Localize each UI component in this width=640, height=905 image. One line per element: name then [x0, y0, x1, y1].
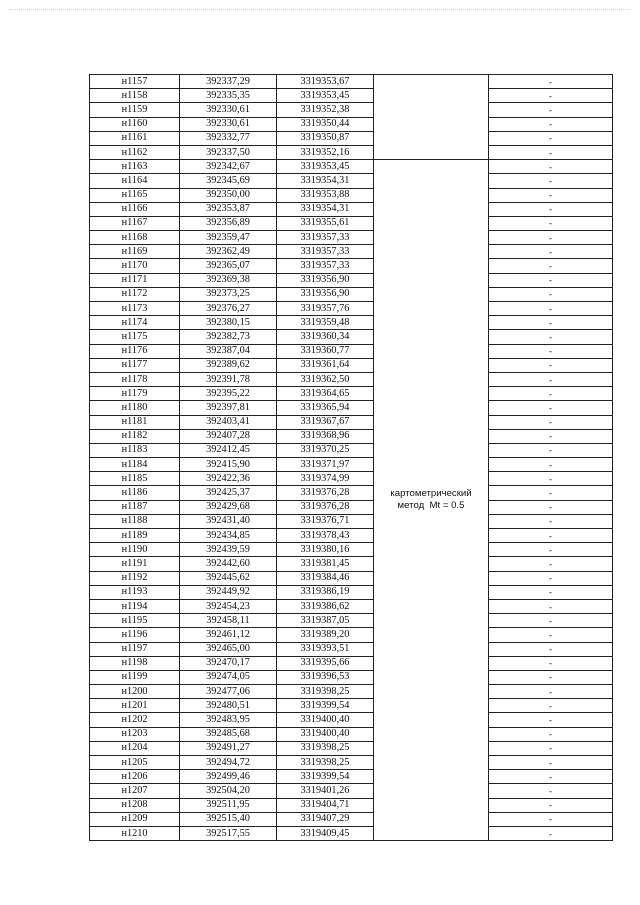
x-coordinate-cell: 392369,38	[180, 273, 277, 287]
table-row	[90, 216, 613, 230]
table-row	[90, 571, 613, 585]
table-row	[90, 188, 613, 202]
point-id-cell: н1171	[90, 273, 180, 287]
point-id-cell: н1209	[90, 812, 180, 826]
y-coordinate-cell: 3319398,25	[277, 756, 374, 770]
point-id-cell: н1181	[90, 415, 180, 429]
table-row	[90, 500, 613, 514]
accuracy-dash-cell: -	[489, 358, 613, 372]
y-coordinate-cell: 3319376,28	[277, 486, 374, 500]
accuracy-dash-cell: -	[489, 543, 613, 557]
table-row	[90, 358, 613, 372]
x-coordinate-cell: 392422,36	[180, 472, 277, 486]
accuracy-dash-cell: -	[489, 699, 613, 713]
method-cell	[374, 160, 489, 841]
accuracy-dash-cell: -	[489, 429, 613, 443]
accuracy-dash-cell: -	[489, 259, 613, 273]
y-coordinate-cell: 3319409,45	[277, 826, 374, 840]
accuracy-dash-cell: -	[489, 245, 613, 259]
y-coordinate-cell: 3319396,53	[277, 670, 374, 684]
table-row	[90, 614, 613, 628]
x-coordinate-cell: 392330,61	[180, 117, 277, 131]
point-id-cell: н1169	[90, 245, 180, 259]
y-coordinate-cell: 3319398,25	[277, 685, 374, 699]
y-coordinate-cell: 3319355,61	[277, 216, 374, 230]
point-id-cell: н1183	[90, 443, 180, 457]
accuracy-dash-cell: -	[489, 89, 613, 103]
accuracy-dash-cell: -	[489, 387, 613, 401]
table-row	[90, 543, 613, 557]
accuracy-dash-cell: -	[489, 401, 613, 415]
accuracy-dash-cell: -	[489, 486, 613, 500]
y-coordinate-cell: 3319399,54	[277, 699, 374, 713]
x-coordinate-cell: 392425,37	[180, 486, 277, 500]
x-coordinate-cell: 392389,62	[180, 358, 277, 372]
accuracy-dash-cell: -	[489, 770, 613, 784]
accuracy-dash-cell: -	[489, 287, 613, 301]
x-coordinate-cell: 392373,25	[180, 287, 277, 301]
table-row	[90, 458, 613, 472]
accuracy-dash-cell: -	[489, 670, 613, 684]
y-coordinate-cell: 3319360,77	[277, 344, 374, 358]
point-id-cell: н1202	[90, 713, 180, 727]
point-id-cell: н1197	[90, 642, 180, 656]
table-row	[90, 784, 613, 798]
x-coordinate-cell: 392382,73	[180, 330, 277, 344]
point-id-cell: н1163	[90, 160, 180, 174]
y-coordinate-cell: 3319361,64	[277, 358, 374, 372]
table-row	[90, 529, 613, 543]
method-cell-empty	[374, 75, 489, 160]
accuracy-dash-cell: -	[489, 784, 613, 798]
point-id-cell: н1199	[90, 670, 180, 684]
table-row	[90, 642, 613, 656]
accuracy-dash-cell: -	[489, 145, 613, 159]
point-id-cell: н1203	[90, 727, 180, 741]
point-id-cell: н1186	[90, 486, 180, 500]
y-coordinate-cell: 3319386,19	[277, 585, 374, 599]
table-row	[90, 727, 613, 741]
table-row	[90, 798, 613, 812]
point-id-cell: н1208	[90, 798, 180, 812]
point-id-cell: н1172	[90, 287, 180, 301]
point-id-cell: н1173	[90, 302, 180, 316]
accuracy-dash-cell: -	[489, 514, 613, 528]
point-id-cell: н1176	[90, 344, 180, 358]
point-id-cell: н1198	[90, 656, 180, 670]
point-id-cell: н1189	[90, 529, 180, 543]
x-coordinate-cell: 392380,15	[180, 316, 277, 330]
table-row	[90, 387, 613, 401]
accuracy-dash-cell: -	[489, 330, 613, 344]
y-coordinate-cell: 3319350,87	[277, 131, 374, 145]
y-coordinate-cell: 3319353,45	[277, 89, 374, 103]
point-id-cell: н1201	[90, 699, 180, 713]
coordinates-table	[89, 74, 613, 841]
accuracy-dash-cell: -	[489, 188, 613, 202]
x-coordinate-cell: 392365,07	[180, 259, 277, 273]
x-coordinate-cell: 392412,45	[180, 443, 277, 457]
y-coordinate-cell: 3319376,71	[277, 514, 374, 528]
point-id-cell: н1190	[90, 543, 180, 557]
accuracy-dash-cell: -	[489, 557, 613, 571]
accuracy-dash-cell: -	[489, 202, 613, 216]
accuracy-dash-cell: -	[489, 656, 613, 670]
coordinates-table-body	[90, 75, 613, 841]
x-coordinate-cell: 392353,87	[180, 202, 277, 216]
table-row	[90, 302, 613, 316]
point-id-cell: н1191	[90, 557, 180, 571]
point-id-cell: н1177	[90, 358, 180, 372]
y-coordinate-cell: 3319395,66	[277, 656, 374, 670]
x-coordinate-cell: 392504,20	[180, 784, 277, 798]
x-coordinate-cell: 392465,00	[180, 642, 277, 656]
point-id-cell: н1175	[90, 330, 180, 344]
y-coordinate-cell: 3319362,50	[277, 372, 374, 386]
x-coordinate-cell: 392494,72	[180, 756, 277, 770]
y-coordinate-cell: 3319371,97	[277, 458, 374, 472]
accuracy-dash-cell: -	[489, 316, 613, 330]
accuracy-dash-cell: -	[489, 614, 613, 628]
x-coordinate-cell: 392337,50	[180, 145, 277, 159]
table-row	[90, 585, 613, 599]
accuracy-dash-cell: -	[489, 160, 613, 174]
table-row	[90, 429, 613, 443]
x-coordinate-cell: 392415,90	[180, 458, 277, 472]
accuracy-dash-cell: -	[489, 642, 613, 656]
point-id-cell: н1165	[90, 188, 180, 202]
table-row	[90, 245, 613, 259]
x-coordinate-cell: 392356,89	[180, 216, 277, 230]
table-row	[90, 599, 613, 613]
accuracy-dash-cell: -	[489, 500, 613, 514]
accuracy-dash-cell: -	[489, 75, 613, 89]
method-line-2: метод Mt = 0.5	[397, 500, 465, 512]
point-id-cell: н1168	[90, 231, 180, 245]
accuracy-dash-cell: -	[489, 727, 613, 741]
accuracy-dash-cell: -	[489, 571, 613, 585]
y-coordinate-cell: 3319364,65	[277, 387, 374, 401]
table-row	[90, 287, 613, 301]
y-coordinate-cell: 3319407,29	[277, 812, 374, 826]
y-coordinate-cell: 3319352,38	[277, 103, 374, 117]
x-coordinate-cell: 392445,62	[180, 571, 277, 585]
point-id-cell: н1207	[90, 784, 180, 798]
table-row	[90, 812, 613, 826]
accuracy-dash-cell: -	[489, 415, 613, 429]
y-coordinate-cell: 3319359,48	[277, 316, 374, 330]
table-row	[90, 160, 613, 174]
y-coordinate-cell: 3319353,88	[277, 188, 374, 202]
accuracy-dash-cell: -	[489, 117, 613, 131]
y-coordinate-cell: 3319401,26	[277, 784, 374, 798]
accuracy-dash-cell: -	[489, 628, 613, 642]
x-coordinate-cell: 392332,77	[180, 131, 277, 145]
y-coordinate-cell: 3319357,76	[277, 302, 374, 316]
y-coordinate-cell: 3319356,90	[277, 287, 374, 301]
accuracy-dash-cell: -	[489, 131, 613, 145]
table-row	[90, 670, 613, 684]
y-coordinate-cell: 3319386,62	[277, 599, 374, 613]
accuracy-dash-cell: -	[489, 231, 613, 245]
y-coordinate-cell: 3319354,31	[277, 174, 374, 188]
table-row	[90, 273, 613, 287]
table-row	[90, 89, 613, 103]
x-coordinate-cell: 392499,46	[180, 770, 277, 784]
y-coordinate-cell: 3319378,43	[277, 529, 374, 543]
x-coordinate-cell: 392517,55	[180, 826, 277, 840]
x-coordinate-cell: 392342,67	[180, 160, 277, 174]
table-row	[90, 826, 613, 840]
accuracy-dash-cell: -	[489, 302, 613, 316]
x-coordinate-cell: 392376,27	[180, 302, 277, 316]
point-id-cell: н1159	[90, 103, 180, 117]
accuracy-dash-cell: -	[489, 713, 613, 727]
table-row	[90, 472, 613, 486]
x-coordinate-cell: 392387,04	[180, 344, 277, 358]
method-line-1: картометрический	[390, 488, 472, 500]
accuracy-dash-cell: -	[489, 216, 613, 230]
point-id-cell: н1204	[90, 741, 180, 755]
accuracy-dash-cell: -	[489, 685, 613, 699]
x-coordinate-cell: 392483,95	[180, 713, 277, 727]
accuracy-dash-cell: -	[489, 103, 613, 117]
accuracy-dash-cell: -	[489, 585, 613, 599]
table-row	[90, 443, 613, 457]
point-id-cell: н1185	[90, 472, 180, 486]
x-coordinate-cell: 392474,05	[180, 670, 277, 684]
table-row	[90, 117, 613, 131]
x-coordinate-cell: 392337,29	[180, 75, 277, 89]
table-row	[90, 75, 613, 89]
y-coordinate-cell: 3319400,40	[277, 713, 374, 727]
x-coordinate-cell: 392461,12	[180, 628, 277, 642]
point-id-cell: н1166	[90, 202, 180, 216]
table-row	[90, 259, 613, 273]
point-id-cell: н1206	[90, 770, 180, 784]
table-row	[90, 401, 613, 415]
x-coordinate-cell: 392442,60	[180, 557, 277, 571]
table-row	[90, 316, 613, 330]
accuracy-dash-cell: -	[489, 443, 613, 457]
x-coordinate-cell: 392330,61	[180, 103, 277, 117]
y-coordinate-cell: 3319353,45	[277, 160, 374, 174]
x-coordinate-cell: 392454,23	[180, 599, 277, 613]
y-coordinate-cell: 3319354,31	[277, 202, 374, 216]
x-coordinate-cell: 392403,41	[180, 415, 277, 429]
point-id-cell: н1182	[90, 429, 180, 443]
point-id-cell: н1167	[90, 216, 180, 230]
y-coordinate-cell: 3319404,71	[277, 798, 374, 812]
table-row	[90, 699, 613, 713]
x-coordinate-cell: 392434,85	[180, 529, 277, 543]
table-row	[90, 103, 613, 117]
point-id-cell: н1164	[90, 174, 180, 188]
point-id-cell: н1187	[90, 500, 180, 514]
point-id-cell: н1200	[90, 685, 180, 699]
point-id-cell: н1178	[90, 372, 180, 386]
accuracy-dash-cell: -	[489, 344, 613, 358]
accuracy-dash-cell: -	[489, 798, 613, 812]
point-id-cell: н1196	[90, 628, 180, 642]
table-row	[90, 713, 613, 727]
y-coordinate-cell: 3319368,96	[277, 429, 374, 443]
y-coordinate-cell: 3319376,28	[277, 500, 374, 514]
y-coordinate-cell: 3319380,16	[277, 543, 374, 557]
y-coordinate-cell: 3319352,16	[277, 145, 374, 159]
table-row	[90, 770, 613, 784]
point-id-cell: н1195	[90, 614, 180, 628]
point-id-cell: н1193	[90, 585, 180, 599]
point-id-cell: н1161	[90, 131, 180, 145]
point-id-cell: н1184	[90, 458, 180, 472]
y-coordinate-cell: 3319389,20	[277, 628, 374, 642]
y-coordinate-cell: 3319365,94	[277, 401, 374, 415]
table-row	[90, 231, 613, 245]
table-row	[90, 756, 613, 770]
y-coordinate-cell: 3319393,51	[277, 642, 374, 656]
y-coordinate-cell: 3319399,54	[277, 770, 374, 784]
x-coordinate-cell: 392350,00	[180, 188, 277, 202]
accuracy-dash-cell: -	[489, 273, 613, 287]
accuracy-dash-cell: -	[489, 529, 613, 543]
table-row	[90, 514, 613, 528]
x-coordinate-cell: 392477,06	[180, 685, 277, 699]
point-id-cell: н1179	[90, 387, 180, 401]
x-coordinate-cell: 392395,22	[180, 387, 277, 401]
y-coordinate-cell: 3319350,44	[277, 117, 374, 131]
y-coordinate-cell: 3319357,33	[277, 231, 374, 245]
point-id-cell: н1205	[90, 756, 180, 770]
table-row	[90, 685, 613, 699]
x-coordinate-cell: 392480,51	[180, 699, 277, 713]
y-coordinate-cell: 3319398,25	[277, 741, 374, 755]
x-coordinate-cell: 392391,78	[180, 372, 277, 386]
x-coordinate-cell: 392458,11	[180, 614, 277, 628]
y-coordinate-cell: 3319360,34	[277, 330, 374, 344]
table-row	[90, 174, 613, 188]
x-coordinate-cell: 392439,59	[180, 543, 277, 557]
point-id-cell: н1170	[90, 259, 180, 273]
accuracy-dash-cell: -	[489, 812, 613, 826]
table-row	[90, 656, 613, 670]
table-row	[90, 202, 613, 216]
x-coordinate-cell: 392470,17	[180, 656, 277, 670]
scan-artifact-line	[10, 9, 630, 10]
table-row	[90, 344, 613, 358]
x-coordinate-cell: 392431,40	[180, 514, 277, 528]
y-coordinate-cell: 3319374,99	[277, 472, 374, 486]
accuracy-dash-cell: -	[489, 826, 613, 840]
point-id-cell: н1162	[90, 145, 180, 159]
point-id-cell: н1158	[90, 89, 180, 103]
y-coordinate-cell: 3319357,33	[277, 245, 374, 259]
accuracy-dash-cell: -	[489, 458, 613, 472]
x-coordinate-cell: 392449,92	[180, 585, 277, 599]
y-coordinate-cell: 3319356,90	[277, 273, 374, 287]
x-coordinate-cell: 392359,47	[180, 231, 277, 245]
x-coordinate-cell: 392429,68	[180, 500, 277, 514]
x-coordinate-cell: 392335,35	[180, 89, 277, 103]
point-id-cell: н1157	[90, 75, 180, 89]
accuracy-dash-cell: -	[489, 472, 613, 486]
y-coordinate-cell: 3319357,33	[277, 259, 374, 273]
point-id-cell: н1192	[90, 571, 180, 585]
accuracy-dash-cell: -	[489, 741, 613, 755]
point-id-cell: н1174	[90, 316, 180, 330]
table-row	[90, 557, 613, 571]
point-id-cell: н1180	[90, 401, 180, 415]
table-row	[90, 486, 613, 500]
x-coordinate-cell: 392345,69	[180, 174, 277, 188]
table-row	[90, 131, 613, 145]
y-coordinate-cell: 3319370,25	[277, 443, 374, 457]
y-coordinate-cell: 3319400,40	[277, 727, 374, 741]
table-row	[90, 415, 613, 429]
table-row	[90, 330, 613, 344]
table-row	[90, 628, 613, 642]
x-coordinate-cell: 392491,27	[180, 741, 277, 755]
point-id-cell: н1160	[90, 117, 180, 131]
accuracy-dash-cell: -	[489, 174, 613, 188]
x-coordinate-cell: 392511,95	[180, 798, 277, 812]
accuracy-dash-cell: -	[489, 372, 613, 386]
point-id-cell: н1194	[90, 599, 180, 613]
table-row	[90, 372, 613, 386]
y-coordinate-cell: 3319384,46	[277, 571, 374, 585]
y-coordinate-cell: 3319387,05	[277, 614, 374, 628]
x-coordinate-cell: 392397,81	[180, 401, 277, 415]
x-coordinate-cell: 392485,68	[180, 727, 277, 741]
accuracy-dash-cell: -	[489, 756, 613, 770]
point-id-cell: н1188	[90, 514, 180, 528]
y-coordinate-cell: 3319353,67	[277, 75, 374, 89]
y-coordinate-cell: 3319367,67	[277, 415, 374, 429]
x-coordinate-cell: 392515,40	[180, 812, 277, 826]
point-id-cell: н1210	[90, 826, 180, 840]
y-coordinate-cell: 3319381,45	[277, 557, 374, 571]
table-row	[90, 741, 613, 755]
table-row	[90, 145, 613, 159]
x-coordinate-cell: 392362,49	[180, 245, 277, 259]
x-coordinate-cell: 392407,28	[180, 429, 277, 443]
accuracy-dash-cell: -	[489, 599, 613, 613]
